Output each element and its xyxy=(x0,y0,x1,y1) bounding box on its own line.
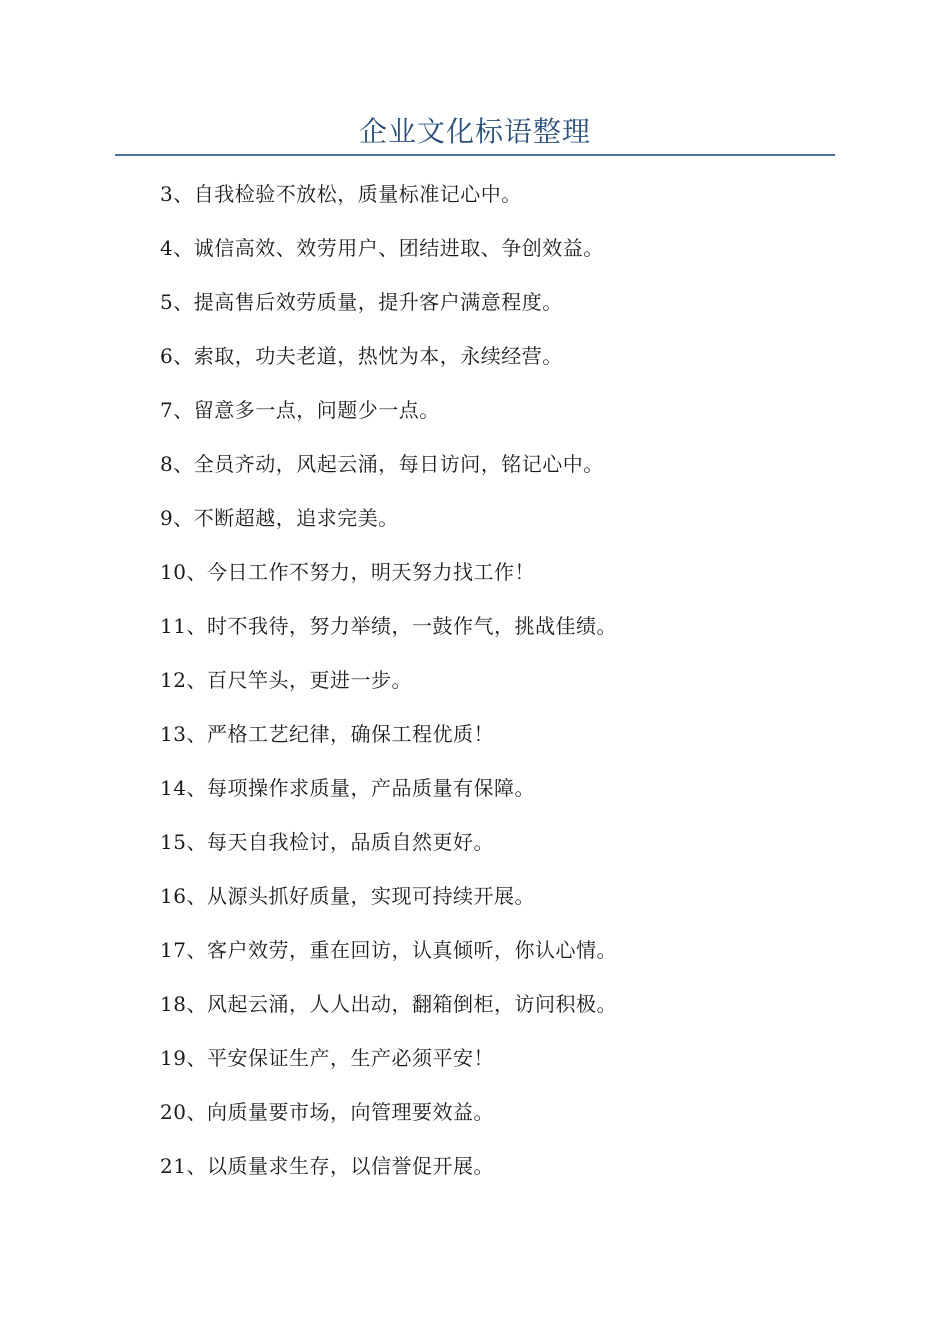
title-underline xyxy=(115,154,835,156)
slogan-item: 20、向质量要市场，向管理要效益。 xyxy=(160,1100,494,1124)
slogan-item: 14、每项操作求质量，产品质量有保障。 xyxy=(160,776,535,800)
slogan-item: 13、严格工艺纪律，确保工程优质！ xyxy=(160,722,494,746)
slogan-item: 10、今日工作不努力，明天努力找工作！ xyxy=(160,560,535,584)
slogan-item: 3、自我检验不放松，质量标准记心中。 xyxy=(160,182,522,206)
slogan-item: 8、全员齐动，风起云涌，每日访问，铭记心中。 xyxy=(160,452,604,476)
slogan-item: 11、时不我待，努力举绩，一鼓作气，挑战佳绩。 xyxy=(160,614,617,638)
slogan-item: 19、平安保证生产，生产必须平安！ xyxy=(160,1046,494,1070)
slogan-item: 9、不断超越，追求完美。 xyxy=(160,506,399,530)
slogan-list xyxy=(160,176,617,1202)
slogan-item: 18、风起云涌，人人出动，翻箱倒柜，访问积极。 xyxy=(160,992,617,1016)
document-title: 企业文化标语整理 xyxy=(358,115,591,148)
slogan-item: 6、索取，功夫老道，热忱为本，永续经营。 xyxy=(160,344,563,368)
slogan-item: 16、从源头抓好质量，实现可持续开展。 xyxy=(160,884,535,908)
slogan-item: 15、每天自我检讨，品质自然更好。 xyxy=(160,830,494,854)
slogan-item: 21、以质量求生存，以信誉促开展。 xyxy=(160,1154,494,1178)
slogan-item: 12、百尺竿头，更进一步。 xyxy=(160,668,412,692)
slogan-item: 7、留意多一点，问题少一点。 xyxy=(160,398,440,422)
slogan-item: 4、诚信高效、效劳用户、团结进取、争创效益。 xyxy=(160,236,604,260)
slogan-item: 5、提高售后效劳质量，提升客户满意程度。 xyxy=(160,290,563,314)
slogan-item: 17、客户效劳，重在回访，认真倾听，你认心情。 xyxy=(160,938,617,962)
